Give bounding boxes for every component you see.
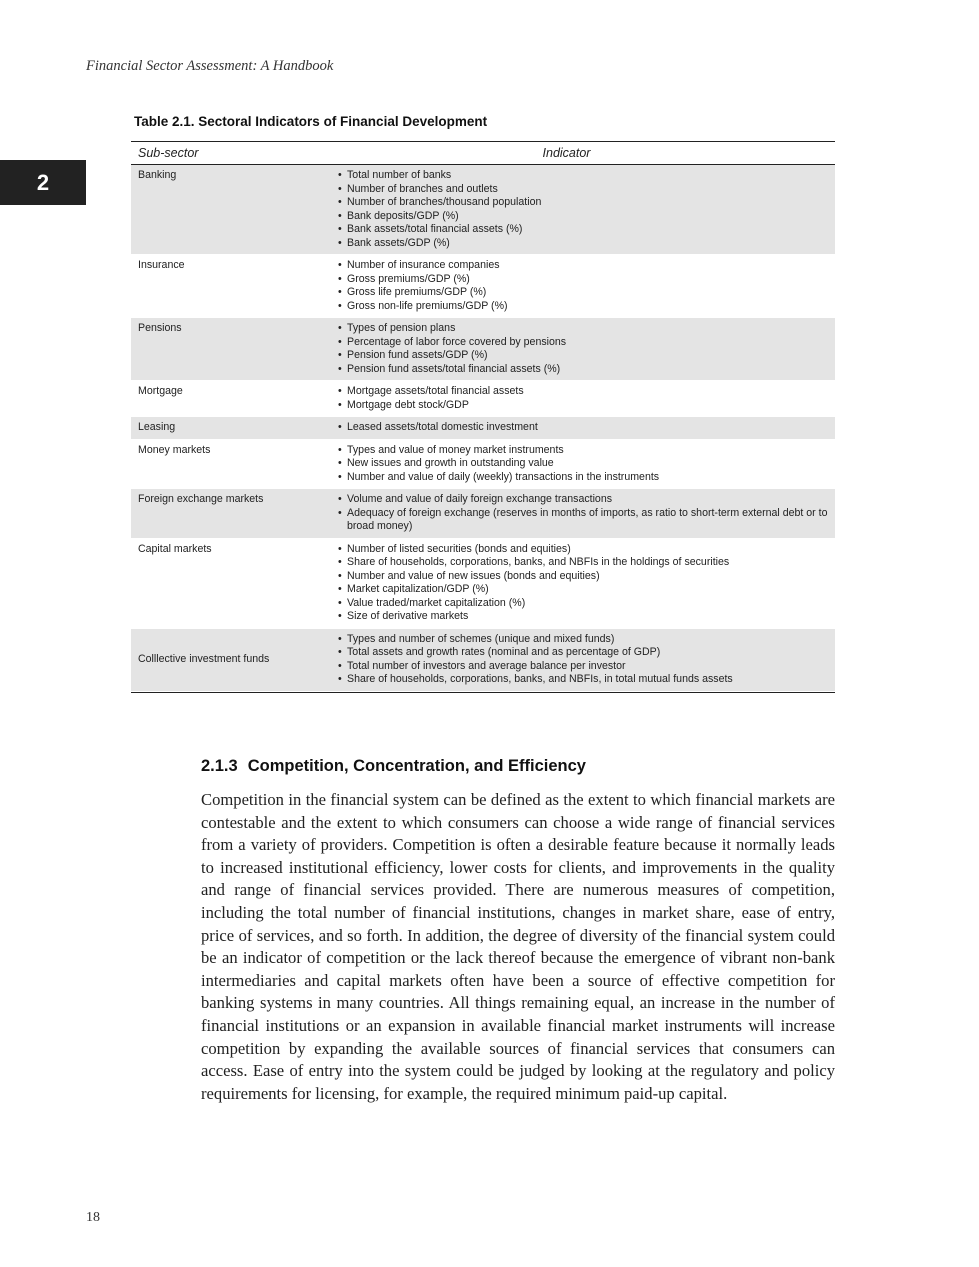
- subsector-label: Mortgage: [138, 385, 183, 397]
- indicator-item: • Number and value of daily (weekly) transactions in the instruments: [338, 471, 829, 485]
- subsector-label: Colllective investment funds: [138, 652, 270, 665]
- table-row: [131, 318, 835, 381]
- indicator-item: • Mortgage assets/total financial assets: [338, 385, 829, 399]
- indicator-item: • Bank deposits/GDP (%): [338, 210, 829, 224]
- subsector-label: Foreign exchange markets: [138, 493, 264, 505]
- indicator-item: • Gross premiums/GDP (%): [338, 273, 829, 287]
- indicator-list: [338, 385, 829, 412]
- table-row: [131, 539, 835, 629]
- indicator-item: • Number of branches and outlets: [338, 183, 829, 197]
- indicator-list: [338, 322, 829, 376]
- section-number: 2.1.3: [201, 757, 238, 775]
- indicator-list: [338, 169, 829, 250]
- indicator-item: • Share of households, corporations, banks, and NBFIs, in total mutual funds assets: [338, 673, 829, 687]
- indicator-item: • Volume and value of daily foreign exchange transactions: [338, 493, 829, 507]
- table-row: [131, 417, 835, 440]
- indicator-item: • Total number of banks: [338, 169, 829, 183]
- indicator-item: • Share of households, corporations, banks, and NBFIs in the holdings of securities: [338, 556, 829, 570]
- indicator-item: • Total number of investors and average balance per investor: [338, 660, 829, 674]
- indicator-item: • Bank assets/total financial assets (%): [338, 223, 829, 237]
- subsector-cell: [131, 629, 331, 691]
- subsector-label: Capital markets: [138, 542, 212, 555]
- indicator-item: • Leased assets/total domestic investment: [338, 421, 829, 435]
- indicator-item: • Pension fund assets/GDP (%): [338, 349, 829, 363]
- indicator-cell: [331, 440, 835, 489]
- table-row: [131, 629, 835, 692]
- table-title: Table 2.1. Sectoral Indicators of Financial Development: [134, 114, 488, 129]
- page-number: 18: [86, 1210, 100, 1225]
- indicator-item: • Percentage of labor force covered by pensions: [338, 336, 829, 350]
- header-subsector: Sub-sector: [138, 146, 199, 160]
- table-row: [131, 440, 835, 490]
- section-body-paragraph: Competition in the financial system can be defined as the extent to which financial markets are contestable and the extent to which consumers can choose a wide range of financial services from a variety of providers. Competition is often a desirable feature because it normally leads to increased institutional efficiency, lower costs for clients, and improvements in the quality and range of financial services provided. There are numerous measures of competition, including the total number of financial institutions, changes in market share, ease of entry, price of services, and so forth. In addition, the degree of diversity of the financial system could be an indicator of competition or the lack thereof because the emergence of vibrant non-bank intermediaries and capital markets often have been a source of effective competition for banking systems in many countries. All things remaining equal, an increase in the number of financial institutions or an expansion in available financial market instruments will increase competition by expanding the available sources of financial services that consumers can access. Ease of entry into the system could be judged by looking at the regulatory and policy requirements for licensing, for example, the required minimum paid-up capital.: [201, 790, 835, 1103]
- subsector-label: Money markets: [138, 443, 211, 456]
- subsector-cell: [131, 539, 331, 628]
- table-row: [131, 165, 835, 255]
- indicator-cell: [331, 489, 835, 538]
- indicator-item: • Bank assets/GDP (%): [338, 237, 829, 251]
- subsector-cell: [131, 417, 331, 439]
- table-header-row: [131, 142, 835, 165]
- indicator-cell: [331, 539, 835, 628]
- indicator-cell: [331, 318, 835, 380]
- subsector-label: Insurance: [138, 259, 185, 271]
- indicators-table: [131, 141, 835, 693]
- subsector-label: Banking: [138, 169, 177, 181]
- indicator-cell: [331, 629, 835, 691]
- indicator-item: • Gross life premiums/GDP (%): [338, 286, 829, 300]
- chapter-tab: 2: [0, 160, 86, 205]
- indicator-list: [338, 493, 829, 534]
- subsector-cell: [131, 318, 331, 380]
- indicator-list: [338, 633, 829, 687]
- subsector-cell: [131, 440, 331, 489]
- subsector-cell: [131, 489, 331, 538]
- table-row: [131, 381, 835, 417]
- indicator-list: [338, 444, 829, 485]
- indicator-item: • Size of derivative markets: [338, 610, 829, 624]
- running-head: Financial Sector Assessment: A Handbook: [86, 58, 334, 74]
- indicator-list: [338, 543, 829, 624]
- indicator-cell: [331, 381, 835, 416]
- indicator-item: • Number and value of new issues (bonds and equities): [338, 570, 829, 584]
- subsector-label: Leasing: [138, 421, 176, 433]
- indicator-cell: [331, 417, 835, 439]
- indicator-item: • Pension fund assets/total financial assets (%): [338, 363, 829, 377]
- indicator-item: • Number of branches/thousand population: [338, 196, 829, 210]
- section-heading: [201, 757, 586, 776]
- indicator-cell: [331, 165, 835, 254]
- section-title: Competition, Concentration, and Efficiency: [247, 757, 586, 775]
- indicator-cell: [331, 255, 835, 317]
- table-row: [131, 255, 835, 318]
- indicator-item: • Number of insurance companies: [338, 259, 829, 273]
- indicator-list: [338, 421, 829, 435]
- indicator-item: • Adequacy of foreign exchange (reserves in months of imports, as ratio to short-term external debt or to broad money): [338, 507, 829, 534]
- indicator-item: • Types and value of money market instruments: [338, 444, 829, 458]
- indicator-list: [338, 259, 829, 313]
- table-row: [131, 489, 835, 539]
- indicator-item: • Total assets and growth rates (nominal and as percentage of GDP): [338, 646, 829, 660]
- subsector-cell: [131, 165, 331, 254]
- indicator-item: • Types of pension plans: [338, 322, 829, 336]
- indicator-item: • Mortgage debt stock/GDP: [338, 399, 829, 413]
- indicator-item: • New issues and growth in outstanding value: [338, 457, 829, 471]
- indicator-item: • Number of listed securities (bonds and equities): [338, 543, 829, 557]
- table-body: [131, 165, 835, 692]
- indicator-item: • Gross non-life premiums/GDP (%): [338, 300, 829, 314]
- subsector-label: Pensions: [138, 322, 182, 334]
- subsector-cell: [131, 255, 331, 317]
- indicator-item: • Value traded/market capitalization (%): [338, 597, 829, 611]
- header-indicator: Indicator: [542, 146, 591, 160]
- subsector-cell: [131, 381, 331, 416]
- indicator-item: • Types and number of schemes (unique and mixed funds): [338, 633, 829, 647]
- indicator-item: • Market capitalization/GDP (%): [338, 583, 829, 597]
